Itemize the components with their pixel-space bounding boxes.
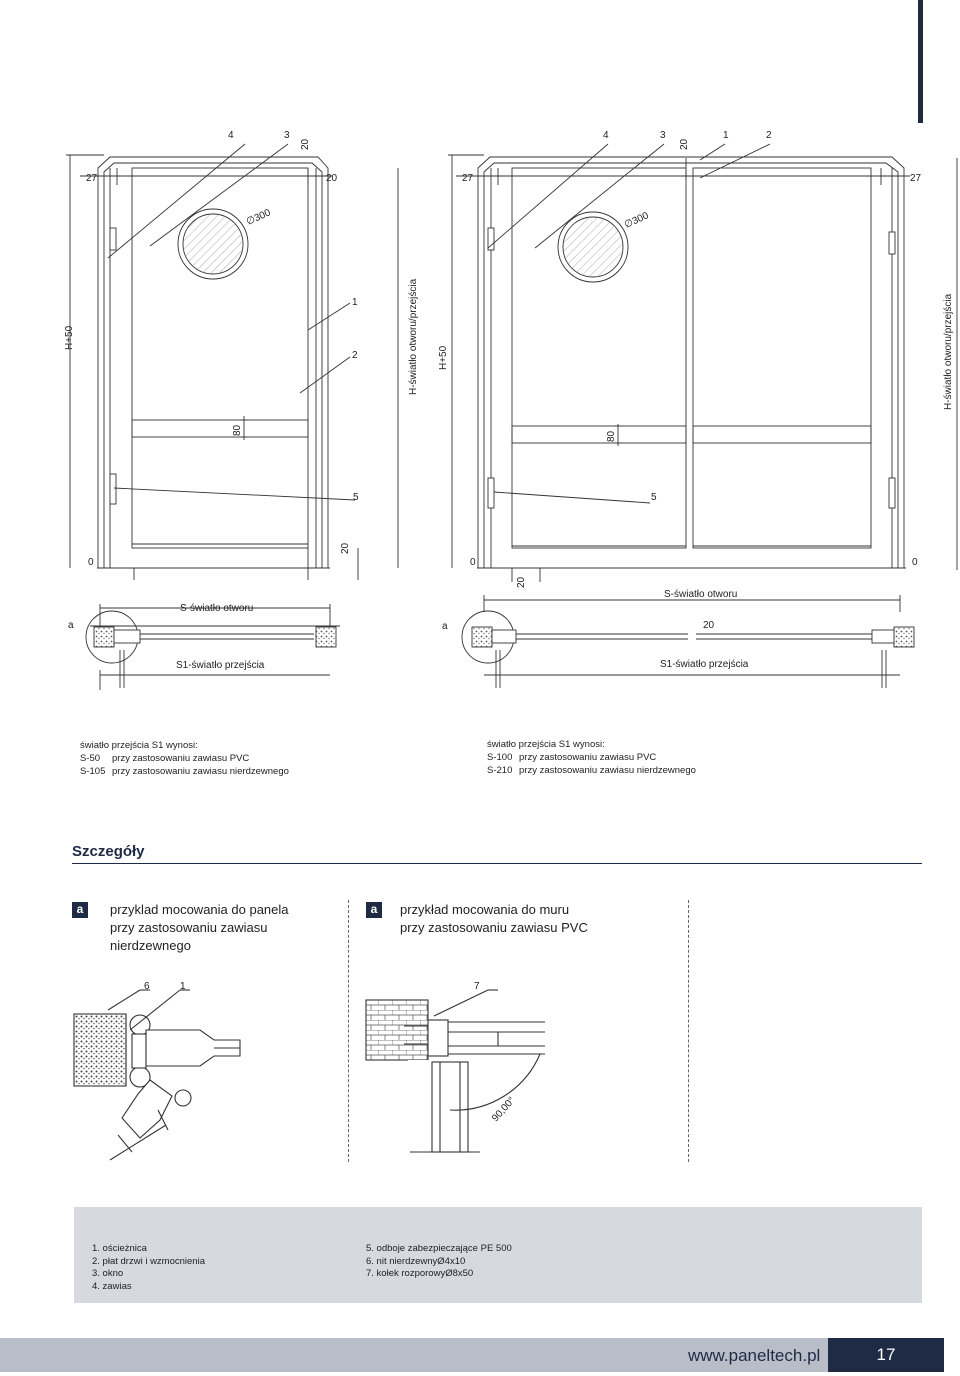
single-door-elevation bbox=[66, 144, 398, 580]
notes-double bbox=[487, 738, 807, 777]
section-heading: Szczegóły bbox=[72, 843, 145, 860]
detail-left-label-1: 1 bbox=[180, 981, 186, 992]
double-top-label-2: 2 bbox=[766, 130, 772, 141]
notes-text: przy zastosowaniu zawiasu PVC bbox=[519, 752, 657, 763]
double-top-label-1: 1 bbox=[723, 130, 729, 141]
legend-col-2 bbox=[366, 1243, 512, 1281]
legend-item: 6. nit nierdzewnyØ4x10 bbox=[366, 1255, 466, 1267]
double-door-elevation bbox=[448, 144, 957, 582]
single-opening-label: S-światło otworu bbox=[180, 603, 254, 614]
single-hinge-ref: 5 bbox=[353, 492, 359, 503]
single-dim-27: 27 bbox=[86, 173, 98, 184]
notes-single-row bbox=[80, 752, 400, 765]
legend-item: 7. kołek rozporowyØ8x50 bbox=[366, 1268, 474, 1279]
single-top-label-3: 3 bbox=[284, 130, 290, 141]
notes-single-row bbox=[80, 765, 400, 778]
single-top-label-4: 4 bbox=[228, 130, 234, 141]
detail-left-title bbox=[110, 901, 340, 955]
detail-right-title bbox=[400, 901, 660, 937]
notes-double-row bbox=[487, 764, 807, 777]
double-section-marker: a bbox=[442, 621, 448, 632]
single-door-plan bbox=[86, 604, 340, 690]
single-right-height: H-światło otworu/przejścia bbox=[408, 278, 419, 395]
detail-drawings bbox=[0, 970, 960, 1170]
double-passage-label: S1-światło przejścia bbox=[660, 659, 749, 670]
single-panel-gap: 80 bbox=[232, 424, 243, 436]
double-dim-27-left: 27 bbox=[462, 173, 474, 184]
single-passage-label: S1-światło przejścia bbox=[176, 660, 265, 671]
heading-rule bbox=[72, 863, 922, 864]
notes-code: S-100 bbox=[487, 752, 513, 763]
double-left-height: H+50 bbox=[438, 345, 449, 370]
double-door-plan bbox=[462, 595, 914, 688]
detail-right-angle: 90,00° bbox=[490, 1095, 518, 1125]
notes-double-row bbox=[487, 751, 807, 764]
notes-text: przy zastosowaniu zawiasu nierdzewnego bbox=[112, 766, 289, 777]
notes-single bbox=[80, 739, 400, 778]
single-bottom-gap: 20 bbox=[340, 542, 351, 554]
detail-left-drawing bbox=[74, 990, 240, 1160]
detail-right-title-line: przykład mocowania do muru bbox=[400, 902, 570, 917]
detail-left-badge: a bbox=[72, 902, 88, 918]
double-top-label-3: 3 bbox=[660, 130, 666, 141]
double-opening-label: S-światło otworu bbox=[664, 589, 738, 600]
single-top-label-20: 20 bbox=[300, 138, 311, 150]
single-left-height: H+50 bbox=[64, 325, 75, 350]
notes-text: przy zastosowaniu zawiasu PVC bbox=[112, 753, 250, 764]
detail-left-label-6: 6 bbox=[144, 981, 150, 992]
legend-item: 1. ościeżnica bbox=[92, 1243, 147, 1254]
detail-right-drawing bbox=[366, 990, 545, 1152]
detail-left-title-line: przyklad mocowania do panela bbox=[110, 902, 289, 917]
single-section-marker: a bbox=[68, 620, 74, 631]
double-bottom-zero-left: 0 bbox=[470, 557, 476, 568]
legend-item: 4. zawias bbox=[92, 1280, 132, 1292]
detail-left-title-line: nierdzewnego bbox=[110, 938, 191, 953]
double-bottom-zero-right: 0 bbox=[912, 557, 918, 568]
notes-single-title: światło przejścia S1 wynosi: bbox=[80, 740, 198, 751]
notes-code: S-50 bbox=[80, 753, 101, 764]
double-leaf-gap: 20 bbox=[703, 620, 715, 631]
single-callout-2: 2 bbox=[352, 350, 358, 361]
single-dim-20: 20 bbox=[326, 173, 338, 184]
legend-box bbox=[74, 1207, 922, 1303]
detail-right-badge: a bbox=[366, 902, 382, 918]
legend-item: 3. okno bbox=[92, 1268, 124, 1279]
legend-item: 2. płat drzwi i wzmocnienia bbox=[92, 1255, 205, 1267]
double-panel-gap: 80 bbox=[606, 430, 617, 442]
detail-right-title-line: przy zastosowaniu zawiasu PVC bbox=[400, 920, 588, 935]
legend-item: 5. odboje zabezpieczające PE 500 bbox=[366, 1243, 512, 1254]
single-bottom-zero: 0 bbox=[88, 557, 94, 568]
double-top-label-4: 4 bbox=[603, 130, 609, 141]
detail-right-label-7: 7 bbox=[474, 981, 480, 992]
double-window-dia: ∅300 bbox=[622, 210, 651, 231]
double-right-height: H-światło otworu/przejścia bbox=[943, 293, 954, 410]
single-window-dia: ∅300 bbox=[244, 207, 273, 228]
detail-left-title-line: przy zastosowaniu zawiasu bbox=[110, 920, 268, 935]
notes-code: S-210 bbox=[487, 765, 513, 776]
legend-col-1 bbox=[92, 1243, 205, 1293]
notes-code: S-105 bbox=[80, 766, 106, 777]
double-bottom-gap: 20 bbox=[516, 576, 527, 588]
double-dim-27-right: 27 bbox=[910, 173, 922, 184]
double-hinge-ref: 5 bbox=[651, 492, 657, 503]
notes-text: przy zastosowaniu zawiasu nierdzewnego bbox=[519, 765, 696, 776]
single-callout-1: 1 bbox=[352, 297, 358, 308]
notes-double-title: światło przejścia S1 wynosi: bbox=[487, 739, 605, 750]
footer-url[interactable]: www.paneltech.pl bbox=[688, 1346, 821, 1365]
page-number: 17 bbox=[828, 1338, 944, 1372]
double-top-label-20: 20 bbox=[679, 138, 690, 150]
